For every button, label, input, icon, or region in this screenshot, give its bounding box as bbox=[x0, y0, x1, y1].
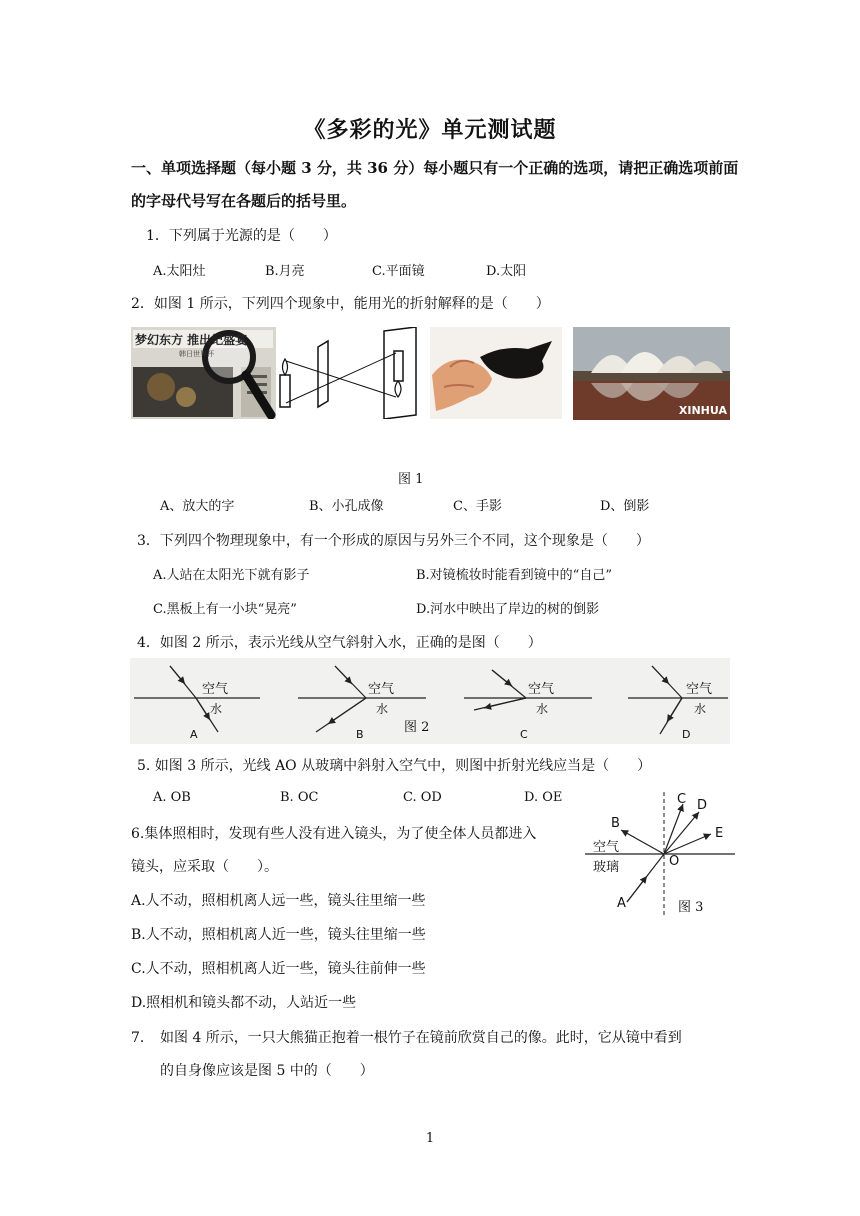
figure2-a-air: 空气 bbox=[202, 682, 229, 697]
q4-stem: 4．如图 2 所示，表示光线从空气斜射入水，正确的是图（ ） bbox=[137, 635, 542, 651]
figure3-glass-label: 玻璃 bbox=[593, 860, 620, 875]
q1-option-a: A.太阳灶 bbox=[153, 264, 206, 279]
q5-option-c: C. OD bbox=[403, 790, 442, 805]
figure1-reflection-photo bbox=[573, 327, 730, 420]
page-title: 《多彩的光》单元测试题 bbox=[303, 117, 557, 143]
q1-option-c: C.平面镜 bbox=[372, 264, 425, 279]
figure2-label-d: D bbox=[682, 728, 691, 741]
q5-option-b: B. OC bbox=[280, 790, 319, 805]
section-heading: 一、单项选择题（每小题 3 分，共 36 分）每小题只有一个正确的选项，请把正确选项前面 bbox=[131, 159, 739, 177]
figure1-magnifier-photo bbox=[131, 327, 276, 419]
figure2-a-water: 水 bbox=[210, 702, 223, 716]
q1-option-b: B.月亮 bbox=[265, 264, 305, 279]
q7-stem: 如图 4 所示，一只大熊猫正抱着一根竹子在镜前欣赏自己的像。此时，它从镜中看到 bbox=[160, 1030, 682, 1046]
figure3-point-c: C bbox=[677, 792, 687, 807]
figure3-point-d: D bbox=[697, 798, 708, 813]
figure3-point-b: B bbox=[611, 816, 620, 831]
q6-stem: 6.集体照相时，发现有些人没有进入镜头，为了使全体人员都进入 bbox=[131, 826, 537, 842]
figure2-label-b: B bbox=[356, 728, 364, 741]
q6-stem-cont: 镜头，应采取（ ）。 bbox=[131, 859, 278, 875]
q2-stem: 2．如图 1 所示，下列四个现象中，能用光的折射解释的是（ ） bbox=[131, 296, 550, 312]
figure2-label-c: C bbox=[520, 728, 528, 741]
q3-option-d: D.河水中映出了岸边的树的倒影 bbox=[416, 602, 600, 617]
q5-option-d: D. OE bbox=[524, 790, 563, 805]
q1-option-d: D.太阳 bbox=[486, 264, 527, 279]
q7-stem-cont: 的自身像应该是图 5 中的（ ） bbox=[160, 1063, 374, 1079]
figure1-watermark: XINHUA bbox=[678, 404, 727, 417]
figure1-caption: 图 1 bbox=[398, 472, 424, 487]
q2-option-c: C、手影 bbox=[453, 499, 502, 514]
figure2-label-a: A bbox=[190, 728, 198, 741]
figure3-air-label: 空气 bbox=[593, 840, 620, 855]
figure2 bbox=[130, 658, 730, 744]
figure3-point-a: A bbox=[617, 896, 626, 911]
figure2-caption: 图 2 bbox=[404, 720, 430, 735]
q2-option-a: A、放大的字 bbox=[160, 499, 235, 514]
section-heading-cont: 的字母代号写在各题后的括号里。 bbox=[131, 192, 357, 210]
figure1-pinhole-drawing bbox=[276, 327, 426, 419]
figure2-b-water: 水 bbox=[376, 702, 389, 716]
q2-option-b: B、小孔成像 bbox=[309, 499, 384, 514]
q3-option-c: C.黑板上有一小块“晃亮” bbox=[153, 602, 297, 617]
figure3-point-o: O bbox=[669, 854, 680, 869]
figure2-c-air: 空气 bbox=[528, 682, 555, 697]
figure1-newspaper-sub: 韩日世界杯 bbox=[179, 350, 214, 358]
q6-option-b: B.人不动，照相机离人近一些，镜头往里缩一些 bbox=[131, 927, 426, 943]
q3-option-a: A.人站在太阳光下就有影子 bbox=[153, 568, 310, 583]
figure2-b-air: 空气 bbox=[368, 682, 395, 697]
q3-stem: 3．下列四个物理现象中，有一个形成的原因与另外三个不同，这个现象是（ ） bbox=[137, 533, 650, 549]
q6-option-c: C.人不动，照相机离人近一些，镜头往前伸一些 bbox=[131, 961, 426, 977]
q2-option-d: D、倒影 bbox=[600, 499, 650, 514]
page-number: 1 bbox=[425, 1131, 435, 1146]
figure2-c-water: 水 bbox=[536, 702, 549, 716]
figure3-point-e: E bbox=[715, 826, 724, 841]
figure3-caption: 图 3 bbox=[678, 900, 704, 915]
q1-stem: 1．下列属于光源的是（ ） bbox=[146, 228, 337, 244]
figure1-hand-shadow-photo bbox=[430, 327, 562, 419]
figure2-d-air: 空气 bbox=[686, 682, 713, 697]
q6-option-d: D.照相机和镜头都不动，人站近一些 bbox=[131, 995, 357, 1011]
figure2-d-water: 水 bbox=[694, 702, 707, 716]
figure1-newspaper-headline: 梦幻东方 推出纪盛宴 bbox=[135, 333, 248, 347]
q3-option-b: B.对镜梳妆时能看到镜中的“自己” bbox=[416, 568, 612, 583]
q7-number: 7． bbox=[131, 1030, 154, 1046]
q5-stem: 5. 如图 3 所示，光线 AO 从玻璃中斜射入空气中，则图中折射光线应当是（ ） bbox=[137, 758, 652, 774]
q6-option-a: A.人不动，照相机离人远一些，镜头往里缩一些 bbox=[131, 893, 426, 909]
q5-option-a: A. OB bbox=[153, 790, 191, 805]
figure3 bbox=[585, 792, 735, 916]
